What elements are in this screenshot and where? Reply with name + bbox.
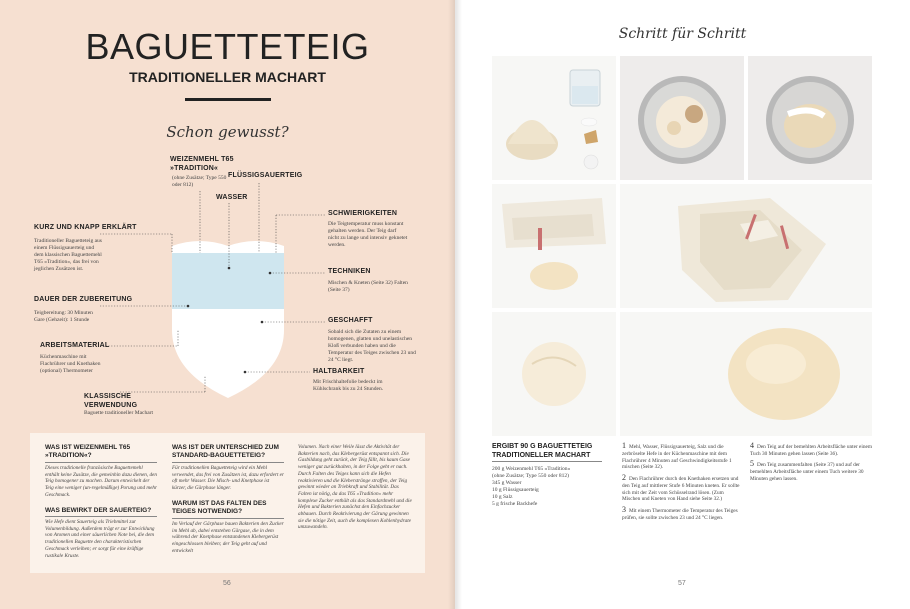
info-divider bbox=[45, 462, 157, 463]
photo-ingredients bbox=[492, 56, 616, 180]
step-3 bbox=[622, 507, 742, 522]
info-box bbox=[30, 433, 425, 573]
page-number-right: 57 bbox=[678, 580, 686, 587]
geschafft-label: GESCHAFFT bbox=[328, 317, 373, 324]
info-question-3: WAS IST DER UNTERSCHIED ZUM STANDARD-BAGUETTETEIG? bbox=[172, 444, 279, 459]
info-answer-4: Im Verlauf der Gärphase bauen Bakterien den Zucker im Mehl ab, dabei entstehen Gärgase, die in dem während der Knetphase entstandenen Klebergerüst eingeschlossen bleiben; der Teig geht auf und entwickelt bbox=[172, 521, 284, 554]
info-divider bbox=[172, 462, 284, 463]
techniken-text: Mischen & Kneten (Seite 32) Falten (Seite 37) bbox=[328, 280, 408, 293]
info-answer-1: Dieses traditionelle französische Baguettemehl enthält keine Zusätze, die gemeinhin dazu dienen, den Teig homogener zu machen. Darum entwickelt der Teig eine weniger (un-regelmäßige) Porung und mehr Geschmack. bbox=[45, 465, 157, 498]
schwierig-label: SCHWIERIGKEITEN bbox=[328, 210, 398, 217]
info-divider bbox=[172, 518, 284, 519]
info-question-4: WARUM IST DAS FALTEN DES TEIGES NOTWENDIG? bbox=[172, 500, 267, 515]
step-number: 3 bbox=[622, 505, 626, 514]
ingredient-item: (ohne Zusätze; Type 550 oder 812) bbox=[492, 473, 569, 479]
page-number-left: 56 bbox=[223, 580, 231, 587]
yield-heading: ERGIBT 90 G BAGUETTETEIG TRADITIONELLER MACHART bbox=[492, 443, 593, 459]
photo-dough-smooth bbox=[620, 312, 872, 436]
info-answer-3: Für traditionellen Baguetteteig wird ein Mehl verwendet, das frei von Zusätzen ist, dazu erfordert er oft mehr Wasser. Die Misch- und Knetphase ist kürzer, die Gärphase länger. bbox=[172, 465, 285, 492]
ingredient-item: 10 g Salz bbox=[492, 494, 513, 500]
ingredient-item: 10 g Flüssigsauerteig bbox=[492, 487, 539, 493]
haltbarkeit-text: Mit Frischhaltefolie bedeckt im Kühlschrank bis zu 24 Stunden. bbox=[313, 379, 384, 392]
step-text: Den Teig auf der bemehlten Arbeitsfläche unter einem Tuch 30 Minuten gehen lassen (Seite 36). bbox=[750, 444, 872, 457]
info-divider bbox=[45, 516, 157, 517]
info-answer-2: Wie Hefe dient Sauerteig als Triebmittel zur Volumenbildung. Außerdem trägt er zur Entwicklung von Aromen und einer säuerlichen Note bei, die dem traditionellen Baguette den charakteristischen Geschmack verleihen; er sorgt für eine kräftige rustikale Kruste. bbox=[45, 519, 155, 559]
haltbarkeit-label: HALTBARKEIT bbox=[313, 368, 365, 375]
step-number: 2 bbox=[622, 473, 626, 482]
step-1 bbox=[622, 443, 742, 471]
klassische-label: KLASSISCHE VERWENDUNG bbox=[84, 393, 138, 409]
step-2 bbox=[622, 475, 742, 503]
ingredient-item: 5 g frische Backhefe bbox=[492, 501, 538, 507]
page-subtitle: TRADITIONELLER MACHART bbox=[129, 69, 326, 85]
step-by-step-title: Schritt für Schritt bbox=[618, 26, 747, 42]
step-number: 1 bbox=[622, 441, 626, 450]
info-question-1: WAS IST WEIZENMEHL T65 »TRADITION«? bbox=[45, 444, 131, 459]
wasser-label: WASSER bbox=[216, 194, 248, 201]
dauer-label: DAUER DER ZUBEREITUNG bbox=[34, 296, 133, 303]
right-page bbox=[455, 0, 910, 609]
step-number: 5 bbox=[750, 459, 754, 468]
step-text: Mit einem Thermometer die Temperatur des Teiges prüfen, sie sollte zwischen 23 und 24 °C liegen. bbox=[622, 508, 738, 521]
page-title: BAGUETTETEIG bbox=[85, 26, 370, 67]
step-text: Den Flachrührer durch den Knethaken ersetzen und den Teig auf mittlerer Stufe 6 Minuten kneten. Er sollte sich mit der Zeit vom Schüsselrand lösen. (Zum Mischen und Kneten von Hand siehe Seite 32.) bbox=[622, 476, 740, 503]
photo-dough-cloth bbox=[492, 184, 616, 308]
arbeits-label: ARBEITSMATERIAL bbox=[40, 342, 110, 349]
photo-dough-covered bbox=[620, 184, 872, 308]
sauerteig-label: FLÜSSIGSAUERTEIG bbox=[228, 172, 303, 179]
mehl-sub: (ohne Zusätze; Type 550 oder 812) bbox=[172, 175, 227, 188]
kurz-text: Traditioneller Baguetteteig aus einem Flüssigsauerteig und dem klassischen Baguettemehl T65 »Tradition«, das frei von jeglichen Zusätzen ist. bbox=[34, 238, 102, 272]
book-gutter bbox=[448, 0, 462, 609]
step-number: 4 bbox=[750, 441, 754, 450]
photo-bowl-kneading bbox=[748, 56, 872, 180]
ingredient-item: 345 g Wasser bbox=[492, 480, 522, 486]
arbeits-text: Küchenmaschine mit Flachrührer und Knethaken (optional) Thermometer bbox=[40, 354, 101, 374]
info-question-2: WAS BEWIRKT DER SAUERTEIG? bbox=[45, 507, 152, 514]
step-5 bbox=[750, 461, 872, 482]
photo-dough-ball bbox=[492, 312, 616, 436]
kurz-label: KURZ UND KNAPP ERKLÄRT bbox=[34, 224, 137, 231]
step-text: Mehl, Wasser, Flüssigsauerteig, Salz und die zerbröselte Hefe in der Küchenmaschine mit dem Flachrührer 4 Minuten auf Geschwindigkeitsstufe 1 mischen (Seite 32). bbox=[622, 444, 732, 471]
section-heading: Schon gewusst? bbox=[166, 123, 289, 141]
info-answer-4-continued: Volumen. Nach einer Weile lässt die Aktivität der Bakterien nach, das Klebergerüst entspannt sich. Die Gasbildung geht zurück, der Teig fällt, bis kaum Gase weniger gut zurückhalten, in der Folge geht er nach. Durch Falten des Teiges kann sich die Hefen reaktivieren und die Kleberstränge straffen, der Teig gewinnt wieder an Triebkraft und Stabilität. Das Falten ist nötig, da das T65 »Tradition« mehr komplexe Zucker enthält als das Standardmehl und die Hefen und Bakterien zunächst den Einfachzucker abbauen. Durch Reaktivierung der Gärung gewinnen sie die nötige Zeit, auch die komplexen Kohlenhydrate umzuwandeln. bbox=[298, 444, 412, 531]
photo-bowl-mixing bbox=[620, 56, 744, 180]
dauer-text: Teigbereitung: 30 Minuten Gare (Gehzeit): 1 Stunde bbox=[34, 310, 93, 323]
mehl-label: WEIZENMEHL T65 »TRADITION« bbox=[170, 156, 234, 172]
techniken-label: TECHNIKEN bbox=[328, 268, 371, 275]
geschafft-text: Sobald sich die Zutaten zu einem homogenen, glatten und unelastischen Kloß verbunden haben und die Temperatur des Teiges zwischen 23 und 24 °C liegt. bbox=[328, 329, 416, 363]
step-4 bbox=[750, 443, 872, 458]
step-text: Den Teig zusammenfalten (Seite 37) und auf der bemehlten Arbeitsfläche unter einem Tuch weitere 30 Minuten gehen lassen. bbox=[750, 462, 864, 482]
klassische-text: Baguette traditioneller Machart bbox=[84, 410, 154, 416]
schwierig-text: Die Teigtemperatur muss konstant gehalten werden. Der Teig darf nicht zu lange und intensiv geknetet werden. bbox=[328, 221, 408, 248]
ingredient-item: 200 g Weizenmehl T65 »Tradition« bbox=[492, 466, 571, 472]
diagram-water-band bbox=[172, 253, 284, 309]
yield-divider bbox=[492, 461, 602, 462]
